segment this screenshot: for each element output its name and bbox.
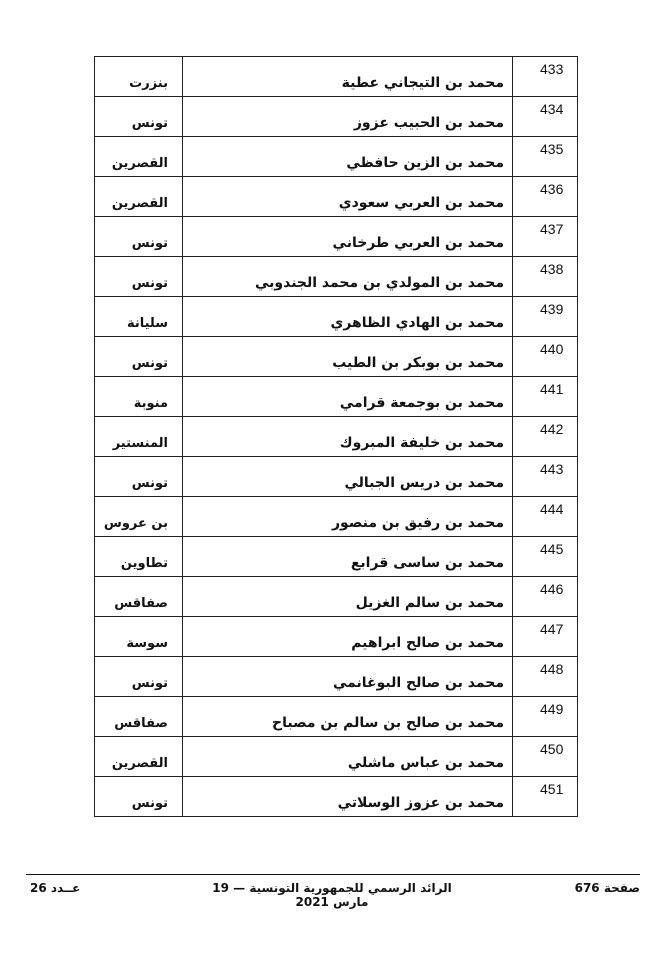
table-row [95,697,578,737]
footer-divider [26,874,640,875]
name-cell [183,57,513,97]
number-cell [513,417,578,457]
number-cell-text: 439 [540,301,564,317]
name-cell-text: محمد بن العربي طرخاني [332,235,504,251]
number-cell-text: 450 [540,741,564,757]
number-cell [513,297,578,337]
number-cell [513,337,578,377]
name-cell-text: محمد بن التيجاني عطية [341,75,504,91]
name-cell [183,737,513,777]
name-cell-text: محمد بن بوبكر بن الطيب [332,355,504,371]
name-cell [183,657,513,697]
table-row [95,57,578,97]
number-cell [513,97,578,137]
name-cell [183,297,513,337]
region-cell-text: تطاوين [120,556,168,571]
region-cell [95,177,183,217]
region-cell-text: تونس [131,116,168,131]
number-cell-text: 447 [540,621,564,637]
region-cell [95,537,183,577]
table-row [95,617,578,657]
number-cell [513,217,578,257]
table-row [95,537,578,577]
number-cell [513,177,578,217]
table-row [95,777,578,817]
number-cell [513,377,578,417]
name-cell [183,457,513,497]
table-row [95,137,578,177]
table-row [95,337,578,377]
region-cell [95,97,183,137]
name-cell-text: محمد بن الهادي الظاهري [330,315,504,331]
region-cell-text: القصرين [111,756,168,771]
name-cell-text: محمد بن صالح البوغانمي [332,675,504,691]
region-cell-text: المنستير [112,436,168,451]
name-cell-text: محمد بن عباس ماشلي [347,755,504,771]
region-cell-text: بنزرت [129,76,168,91]
table-row [95,657,578,697]
number-cell-text: 442 [540,421,564,437]
number-cell-text: 435 [540,141,564,157]
number-cell-text: 441 [540,381,564,397]
number-cell [513,57,578,97]
name-cell-text: محمد بن الزين حافظي [346,155,504,171]
name-cell-text: محمد بن المولدي بن محمد الجندوبي [254,275,504,291]
name-cell [183,337,513,377]
number-cell [513,577,578,617]
number-cell [513,777,578,817]
number-cell-text: 451 [540,781,564,797]
name-cell [183,177,513,217]
footer-issue-number: عــدد 26 [30,881,81,895]
name-cell [183,697,513,737]
name-cell [183,417,513,457]
name-cell [183,537,513,577]
name-cell [183,497,513,537]
number-cell-text: 449 [540,701,564,717]
number-cell-text: 446 [540,581,564,597]
number-cell-text: 448 [540,661,564,677]
region-cell [95,257,183,297]
region-cell [95,617,183,657]
table-row [95,97,578,137]
region-cell-text: تونس [131,356,168,371]
number-cell-text: 436 [540,181,564,197]
region-cell [95,657,183,697]
name-cell-text: محمد بن رفيق بن منصور [331,515,504,531]
region-cell [95,417,183,457]
name-cell [183,577,513,617]
number-cell [513,457,578,497]
region-cell-text: تونس [131,276,168,291]
number-cell [513,537,578,577]
number-cell [513,137,578,177]
region-cell-text: القصرين [111,196,168,211]
region-cell [95,217,183,257]
table-row [95,257,578,297]
number-cell-text: 438 [540,261,564,277]
number-cell [513,697,578,737]
table-row [95,177,578,217]
names-table [94,56,578,817]
name-cell [183,777,513,817]
number-cell [513,497,578,537]
number-cell-text: 433 [540,61,564,77]
number-cell-text: 440 [540,341,564,357]
number-cell-text: 434 [540,101,564,117]
region-cell-text: صفاقس [114,716,168,731]
number-cell [513,737,578,777]
names-table-body [95,57,578,817]
region-cell-text: تونس [131,476,168,491]
name-cell-text: محمد بن ساسى قرابع [350,555,504,571]
page-footer [26,881,640,909]
number-cell-text: 444 [540,501,564,517]
region-cell-text: بن عروس [103,516,168,531]
region-cell [95,697,183,737]
number-cell-text: 443 [540,461,564,477]
region-cell [95,497,183,537]
name-cell-text: محمد بن بوجمعة قرامي [339,395,504,411]
name-cell-text: محمد بن خليفة المبروك [339,435,504,451]
region-cell-text: صفاقس [114,596,168,611]
name-cell [183,377,513,417]
name-cell-text: محمد بن عزوز الوسلاتي [337,795,504,811]
region-cell-text: تونس [131,796,168,811]
table-row [95,217,578,257]
region-cell [95,337,183,377]
name-cell-text: محمد بن العربي سعودي [338,195,504,211]
region-cell-text: القصرين [111,156,168,171]
table-row [95,377,578,417]
region-cell [95,377,183,417]
name-cell-text: محمد بن الحبيب عزوز [353,115,504,131]
footer-publication: الرائد الرسمي للجمهورية التونسية — 19 مارس 2021 [212,881,452,909]
region-cell [95,777,183,817]
name-cell [183,217,513,257]
table-row [95,297,578,337]
region-cell [95,577,183,617]
region-cell-text: سليانة [126,316,168,331]
number-cell [513,617,578,657]
name-cell-text: محمد بن دريس الجبالي [344,475,504,491]
table-row [95,457,578,497]
name-cell [183,617,513,657]
region-cell [95,737,183,777]
number-cell [513,257,578,297]
table-row [95,497,578,537]
region-cell-text: منوبة [133,396,168,411]
table-row [95,417,578,457]
name-cell-text: محمد بن صالح ابراهيم [351,635,504,651]
footer-page-number: صفحة 676 [574,881,640,895]
region-cell-text: تونس [131,236,168,251]
region-cell [95,297,183,337]
number-cell-text: 437 [540,221,564,237]
table-row [95,577,578,617]
name-cell [183,257,513,297]
region-cell [95,57,183,97]
region-cell-text: تونس [131,676,168,691]
number-cell-text: 445 [540,541,564,557]
table-row [95,737,578,777]
name-cell [183,97,513,137]
name-cell [183,137,513,177]
region-cell [95,137,183,177]
region-cell [95,457,183,497]
name-cell-text: محمد بن سالم الغزيل [355,595,504,611]
number-cell [513,657,578,697]
name-cell-text: محمد بن صالح بن سالم بن مصباح [272,715,504,731]
region-cell-text: سوسة [126,636,168,651]
